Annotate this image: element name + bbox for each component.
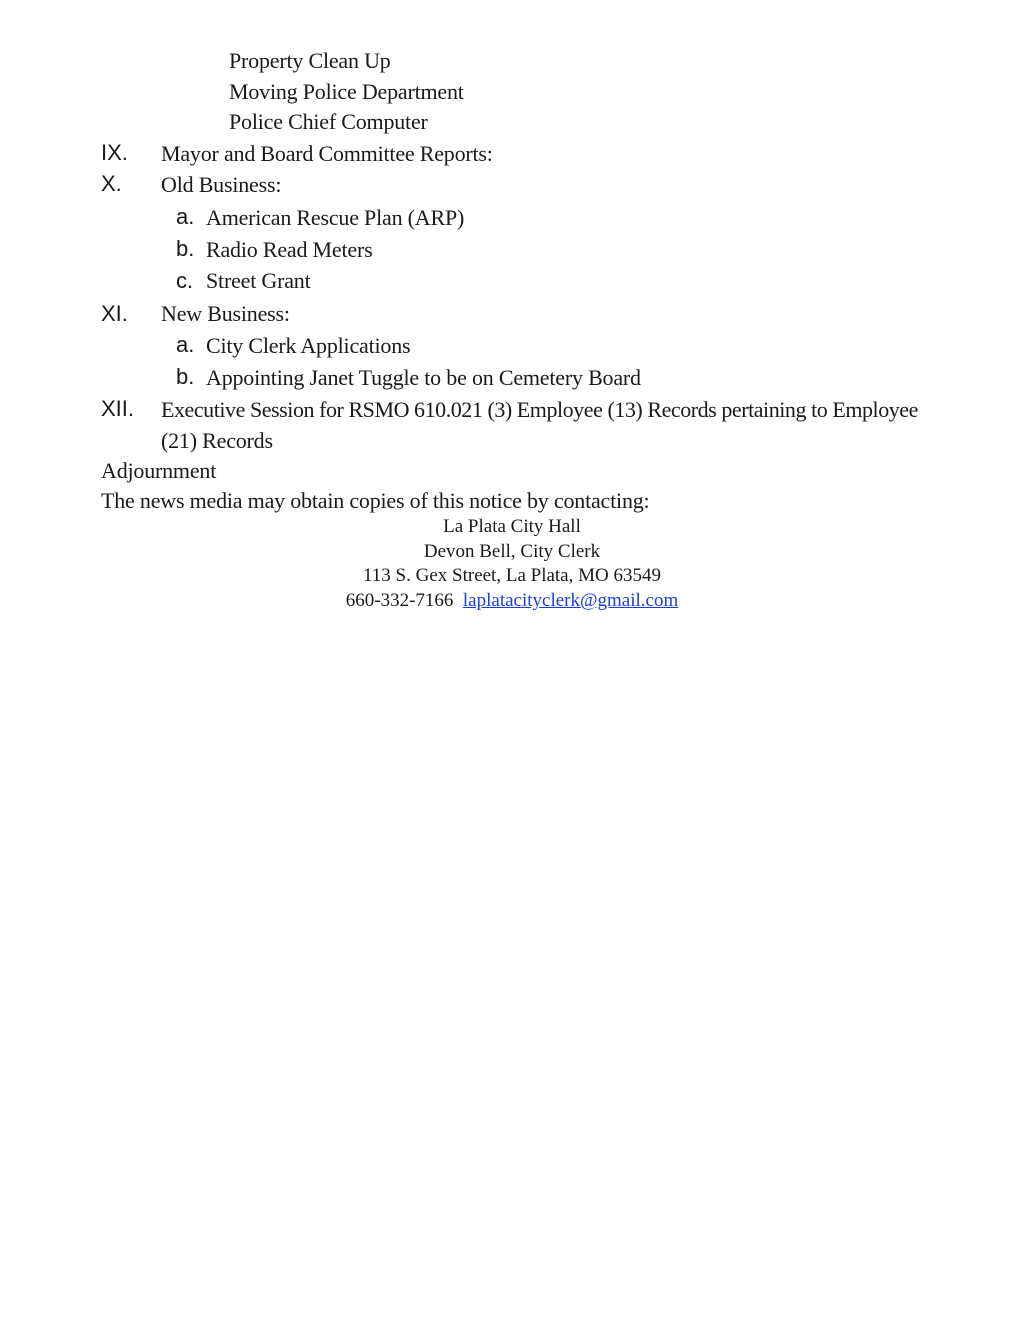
contact-phone: 660-332-7166 xyxy=(345,590,454,611)
contact-phone-email xyxy=(0,589,1024,613)
item-street-grant: Street Grant xyxy=(206,268,311,293)
contact-clerk: Devon Bell, City Clerk xyxy=(423,541,601,562)
section-numeral-x: X. xyxy=(101,171,122,196)
media-notice: The news media may obtain copies of this notice by contacting: xyxy=(101,488,650,513)
section-title-old-business: Old Business: xyxy=(161,172,282,197)
item-letter-b: b. xyxy=(176,236,195,261)
section-numeral-ix: IX. xyxy=(101,140,128,165)
section-title-executive-session-continued: (21) Records xyxy=(161,428,273,453)
adjournment: Adjournment xyxy=(101,458,217,483)
item-radio-read-meters: Radio Read Meters xyxy=(206,237,373,262)
section-numeral-xi: XI. xyxy=(101,301,128,326)
section-numeral-xii: XII. xyxy=(101,396,135,421)
section-title-new-business: New Business: xyxy=(161,301,290,326)
section-title-executive-session: Executive Session for RSMO 610.021 (3) Employee (13) Records pertaining to Employee xyxy=(161,397,918,422)
item-appointing-janet-tuggle: Appointing Janet Tuggle to be on Cemetery Board xyxy=(206,365,641,390)
contact-office: La Plata City Hall xyxy=(443,516,581,537)
item-letter-a: a. xyxy=(176,204,195,229)
agenda-item-property-clean-up: Property Clean Up xyxy=(229,48,391,73)
item-american-rescue-plan: American Rescue Plan (ARP) xyxy=(206,205,465,230)
section-title-mayor-board-reports: Mayor and Board Committee Reports: xyxy=(161,141,493,166)
agenda-item-police-chief-computer: Police Chief Computer xyxy=(229,109,428,134)
contact-address: 113 S. Gex Street, La Plata, MO 63549 xyxy=(363,565,661,586)
agenda-item-moving-police-department: Moving Police Department xyxy=(229,79,464,104)
item-letter-c: c. xyxy=(176,268,194,293)
item-city-clerk-applications: City Clerk Applications xyxy=(206,333,411,358)
contact-email-link[interactable]: laplatacityclerk@gmail.com xyxy=(462,590,679,611)
item-letter-b: b. xyxy=(176,364,195,389)
item-letter-a: a. xyxy=(176,332,195,357)
